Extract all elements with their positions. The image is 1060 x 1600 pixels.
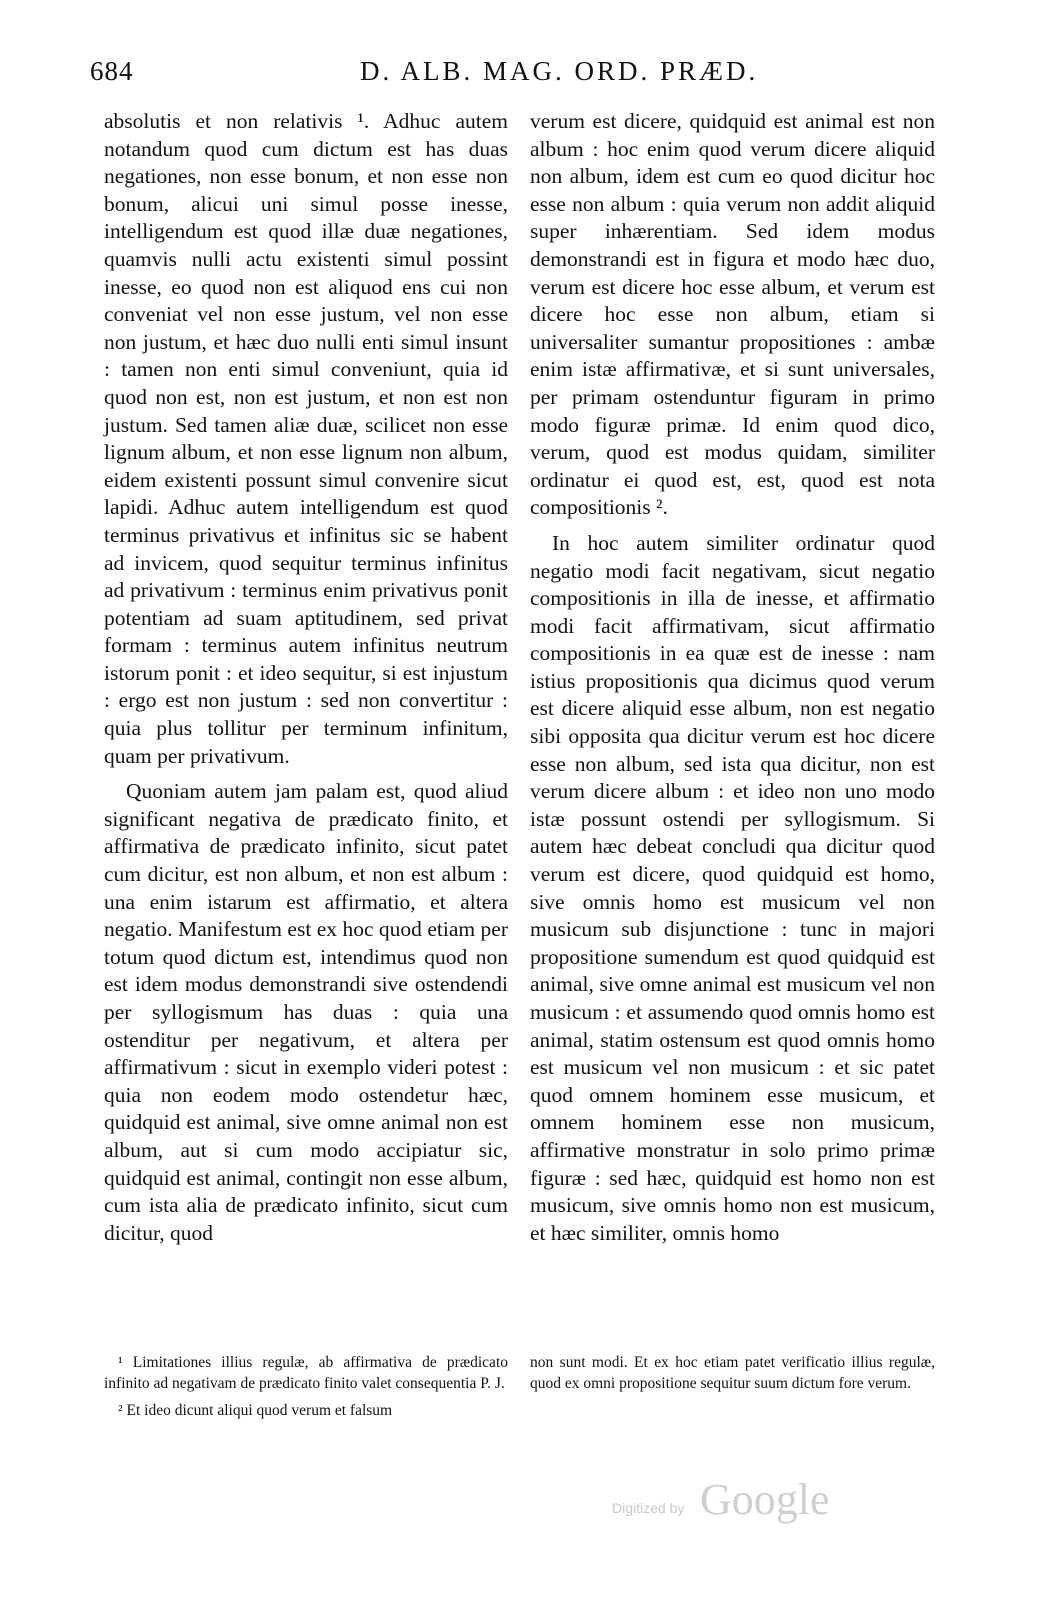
paragraph: absolutis et non relativis ¹. Adhuc autem notandum quod cum dictum est has duas negationes, non esse bonum, et non esse non bonum, alicui uni simul posse inesse, intelligendum est quod illæ duæ negationes, quamvis nulli actu existenti simul possint inesse, eo quod non est aliquod ens cui non conveniat vel non esse justum, vel non esse non justum, et hæc duo nulli enti simul insunt : tamen non enti simul conveniunt, quia id quod non est, non est justum, et non est non justum. Sed tamen aliæ duæ, scilicet non esse lignum album, et non esse lignum non album, eidem existenti possunt simul convenire sicut lapidi. Adhuc autem intelligendum est quod terminus privativus et infinitus sic se habent ad invicem, quod sequitur terminus infinitus ad privativum : terminus enim privativus ponit potentiam ad suam aptitudinem, sed privat formam : terminus autem infinitus neutrum istorum ponit : et ideo sequitur, si est injustum : ergo est non justum : sed non convertitur : quia plus tollitur per terminum infinitum, quam per privativum. bbox=[104, 109, 508, 768]
footnote: non sunt modi. Et ex hoc etiam patet verificatio illius regulæ, quod ex omni propositione sequitur suum dictum fore verum. bbox=[530, 1354, 935, 1392]
paragraph: verum est dicere, quidquid est animal est non album : hoc enim quod verum dicere aliquid non album, idem est cum eo quod dicitur hoc esse non album : quia verum non addit aliquid super inhærentiam. Sed idem modus demonstrandi est in figura et modo hæc duo, verum est dicere hoc esse album, et verum est dicere hoc esse non album, etiam si universaliter sumantur propositiones : ambæ enim istæ affirmativæ, et si sunt universales, per primam ostenduntur figuram in primo modo figuræ primæ. Id enim quod dico, verum, quod est modus quidam, similiter ordinatur ei quod est, est, quod est nota compositionis ². bbox=[530, 109, 935, 520]
footnotes-left bbox=[104, 1352, 508, 1421]
running-head: D. ALB. MAG. ORD. PRÆD. bbox=[360, 56, 759, 86]
paragraph: In hoc autem similiter ordinatur quod negatio modi facit negativam, sicut negatio compositionis in illa de inesse, et affirmatio modi facit affirmativam, sicut affirmatio compositionis in ea quæ est de inesse : nam istius propositionis qua dicimus quod verum est dicere aliquid esse album, non est negatio sibi opposita qua dicitur verum est hoc dicere esse non album, sed ista qua dicitur, non est verum dicere album : et ideo non uno modo istæ possunt ostendi per syllogismum. Si autem hæc debeat concludi qua dicitur quod verum est dicere, quod quidquid est homo, sive omnis homo est musicum vel non musicum sub disjunctione : tunc in majori propositione sumendum est quod quidquid est animal, sive omne animal est musicum vel non musicum : et assumendo quod omnis homo est animal, statim ostensum est quod omnis homo est musicum vel non musicum : et sic patet quod omnem hominem esse musicum, et omnem hominem esse non musicum, affirmative monstratur in solo primo primæ figuræ : sed hæc, quidquid est homo non est musicum, sive omnis homo non est musicum, et hæc similiter, omnis homo bbox=[530, 530, 935, 1245]
google-logo: Google bbox=[700, 1475, 830, 1524]
paragraph: Quoniam autem jam palam est, quod aliud significant negativa de prædicato finito, et affirmativa de prædicato infinito, sicut patet cum dicitur, est non album, et non est album : una enim istarum est affirmatio, et altera negatio. Manifestum est ex hoc quod etiam per totum quod dictum est, intendimus quod non est idem modus demonstrandi sive ostendendi per syllogismum has duas : quia una ostenditur per negativum, et altera per affirmativum : sicut in exemplo videri potest : quia non eodem modo ostendetur hæc, quidquid est animal, sive omne animal non est album, aut si cum modo accipiatur sic, quidquid est animal, contingit non esse album, cum ista alia de prædicato infinito, sicut cum dicitur, quod bbox=[104, 779, 508, 1245]
right-column bbox=[530, 108, 935, 1247]
footnotes-right bbox=[530, 1352, 935, 1394]
watermark-prefix: Digitized by bbox=[612, 1500, 685, 1516]
digitized-watermark bbox=[612, 1474, 872, 1534]
left-column bbox=[104, 108, 508, 1247]
footnote: ² Et ideo dicunt aliqui quod verum et falsum bbox=[118, 1402, 393, 1419]
footnote: ¹ Limitationes illius regulæ, ab affirmativa de prædicato infinito ad negativam de prædicato finito valet consequentia P. J. bbox=[104, 1354, 508, 1392]
page-header bbox=[90, 56, 970, 96]
page-number: 684 bbox=[90, 56, 134, 86]
